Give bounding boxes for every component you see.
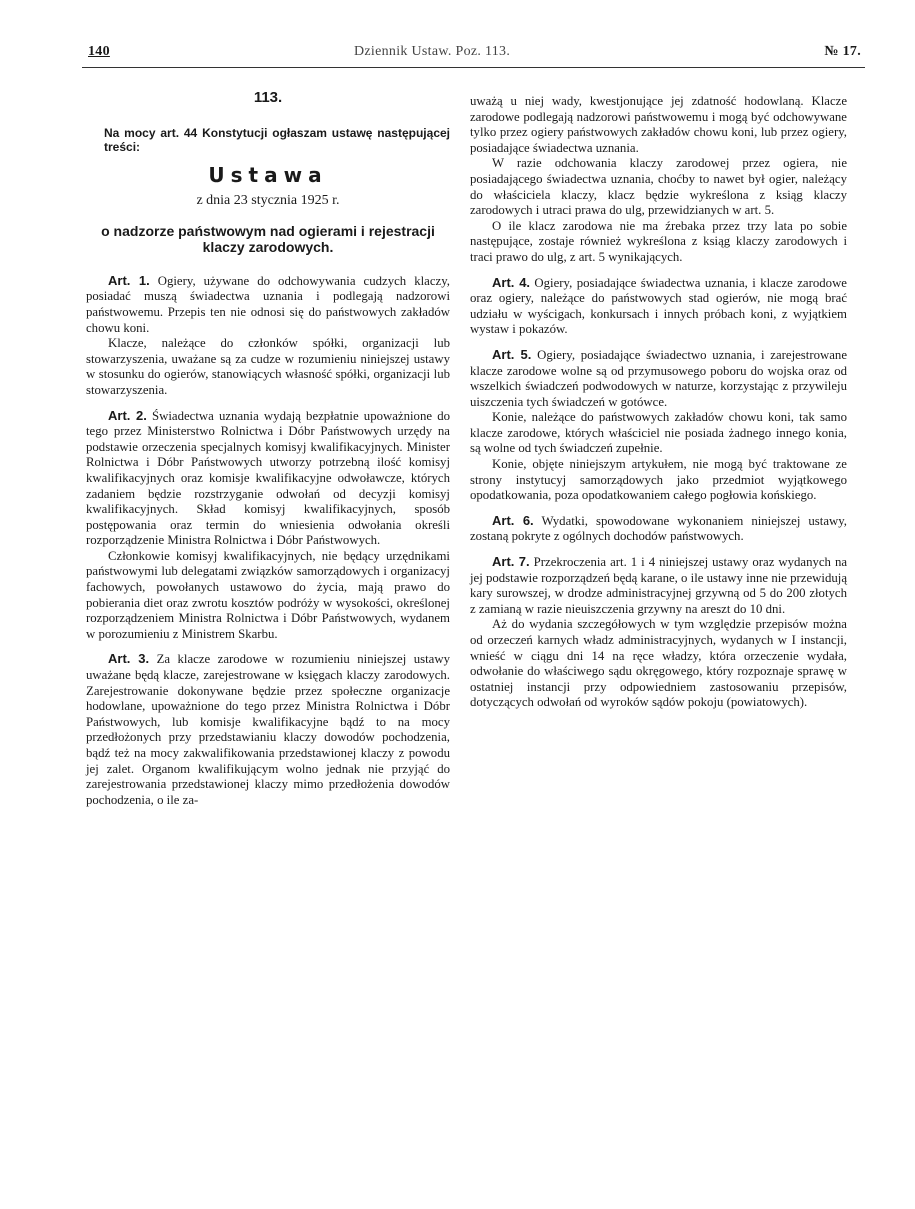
art7-text-1: Przekroczenia art. 1 i 4 niniejszej ustawy oraz wydanych na jej podstawie rozporządzeń będą karane, o ile ustawy inne nie przewidują kary surowszej, w drodze administracyjnej grzywną od 5 do 200 złotych z zamianą w razie nieuiszczenia grzywny na areszt do 10 dni. bbox=[470, 555, 848, 616]
act-date: z dnia 23 stycznia 1925 r. bbox=[196, 193, 340, 209]
art2-label: Art. 2. bbox=[108, 407, 147, 423]
art6-label: Art. 6. bbox=[492, 512, 534, 528]
art3-label: Art. 3. bbox=[108, 651, 150, 667]
art7-paragraph-1 bbox=[470, 554, 847, 617]
act-title: Ustawa bbox=[208, 162, 328, 187]
art2-paragraph-1 bbox=[86, 408, 450, 549]
art3-text-1: Za klacze zarodowe w rozumieniu niniejszej ustawy uważane będą klacze, zarejestrowane w księgach klaczy zarodowych. Zarejestrowanie dokonywane będzie przez społeczne organizacje hodowlane, upoważnione do tego przez Ministra Rolnictwa i Dóbr Państwowych, lub komisje kwalifikacyjne bądź to na mocy przedłożonych przy przedstawianiu klaczy dowodów pochodzenia, bądź też na mocy zakwalifikowania przedstawionej klaczy z powodu jej zalet. Organom kwalifikującym wolno jednak nie przyjąć do zarejestrowania przedstawionej klaczy mimo przedłożenia dowodów pochodzenia, o ile za- bbox=[86, 652, 451, 807]
art7-paragraph-2: Aż do wydania szczegółowych w tym względzie przepisów można od orzeczeń karnych władz administracyjnych, wydanych w I instancji, wnieść w ciągu dni 14 na ręce władzy, która orzeczenie wydała, odwołanie do właściwego sądu okręgowego, który rozpoznaje sprawę w ostatniej instancji przy odpowiedniem zastosowaniu przepisów, dotyczących odwołań od wyroków sądów pokoju (powiatowych). bbox=[470, 617, 847, 710]
art5-paragraph-1 bbox=[470, 347, 847, 410]
art1-paragraph-2: Klacze, należące do członków spółki, organizacji lub stowarzyszenia, uważane są za cudze w rozumieniu niniejszej ustawy w stosunku do ogierów, stanowiących własność spółki, organizacji lub stowarzyszenia. bbox=[86, 336, 450, 397]
art5-text-1: Ogiery, posiadające świadectwo uznania, i zarejestrowane klacze zarodowe wolne są od przymusowego poboru do wojska oraz od wszelkich świadczeń podwodowych w naturze, korzystając z przywileju uiszczenia tych świadczeń w gotówce. bbox=[470, 347, 848, 409]
act-subject: o nadzorze państwowym nad ogierami i rejestracji klaczy zarodowych. bbox=[101, 222, 435, 255]
art3-paragraph-1-continued: uważą u niej wady, kwestjonujące jej zdatność hodowlaną. Klacze zarodowe podlegają nadzorowi państwowemu i mogą być odchowywane tylko przez ogiery państwowych zakładów chowu koni, lub przez ogiery, posiadające świadectwa uznania. bbox=[470, 94, 847, 155]
art1-text-1: Ogiery, używane do odchowywania cudzych klaczy, posiadać muszą świadectwa uznania i podlegają nadzorowi państwowemu. Przepis ten nie odnosi się do państwowych zakładów chowu koni. bbox=[86, 273, 450, 335]
art4-text-1: Ogiery, posiadające świadectwa uznania, i klacze zarodowe oraz ogiery, należące do państwowych stad ogierów, nie mogą brać udziału w wyścigach, konkursach i innych próbach koni, z wyjątkiem wystaw i pokazów. bbox=[470, 275, 847, 337]
art6-paragraph-1 bbox=[470, 513, 847, 545]
art5-paragraph-2: Konie, należące do państwowych zakładów chowu koni, tak samo klacze zarodowe, których właściciel nie posiada żadnego innego konia, są wolne od tych świadczeń zupełnie. bbox=[470, 410, 847, 456]
art2-paragraph-2: Członkowie komisyj kwalifikacyjnych, nie będący urzędnikami państwowymi lub delegatami związków samorządowych i organizacyj fachowych, powołanych ustawowo do życia, mają prawo do pobierania diet oraz zwrotu kosztów podróży w wysokości, określonej rozporządzeniem Ministra Rolnictwa i Dóbr Państwowych, wydanem w porozumieniu z Ministrem Skarbu. bbox=[86, 548, 450, 641]
art5-label: Art. 5. bbox=[492, 346, 532, 362]
art1-paragraph-1 bbox=[86, 273, 450, 336]
art3-paragraph-1 bbox=[86, 651, 450, 808]
page-number: 140 bbox=[88, 44, 110, 59]
left-column bbox=[86, 90, 450, 808]
right-column bbox=[470, 94, 847, 711]
issue-number: № 17. bbox=[824, 44, 861, 59]
art3-paragraph-3: O ile klacz zarodowa nie ma źrebaka przez trzy lata po sobie następujące, zostaje również wykreślona z ksiąg klaczy zarodowych i traci prawo do ulg, z art. 5 wynikających. bbox=[470, 218, 847, 264]
art6-text-1: Wydatki, spowodowane wykonaniem niniejszej ustawy, zostaną pokryte z ogólnych dochodów państwowych. bbox=[470, 513, 848, 544]
art2-text-1: Świadectwa uznania wydają bezpłatnie upoważnione do tego przez Ministerstwo Rolnictwa i Dóbr Państwowych urzędy na podstawie orzeczenia specjalnych komisyj kwalifikacyjnych. Minister Rolnictwa i Dóbr Państwowych utworzy potrzebną ilość komisyj kwalifikacyjnych oraz komisje kwalifikacyjne odwoławcze, których zadaniem będzie rozstrzyganie odwołań od decyzji komisyj kwalifikacyjnych. Skład komisyj kwalifikacyjnych, sposób postępowania oraz termin do wniesienia odwołania określi rozporządzenie Ministra Rolnictwa i Dóbr Państwowych. bbox=[86, 408, 450, 548]
art4-paragraph-1 bbox=[470, 275, 847, 338]
art1-label: Art. 1. bbox=[108, 272, 150, 288]
art7-label: Art. 7. bbox=[492, 554, 530, 570]
art4-label: Art. 4. bbox=[492, 274, 531, 290]
page-header bbox=[82, 41, 865, 68]
art3-paragraph-2: W razie odchowania klaczy zarodowej przez ogiera, nie posiadającego świadectwa uznania, choćby to nawet był ogier, należący do właściciela klaczy, klacz będzie wykreślona z ksiąg klaczy zarodowych i utraci prawa do ulg, przewidzianych w art. 5. bbox=[470, 156, 847, 218]
act-intro: Na mocy art. 44 Konstytucji ogłaszam ustawę następującej treści: bbox=[104, 125, 450, 154]
art5-paragraph-3: Konie, objęte niniejszym artykułem, nie mogą być traktowane ze strony instytucyj samorządowych jako przedmiot wyjątkowego opodatkowania, poza opodatkowaniem całego pogłowia końskiego. bbox=[470, 457, 847, 503]
act-number: 113. bbox=[253, 89, 283, 106]
running-title: Dziennik Ustaw. Poz. 113. bbox=[354, 44, 511, 59]
